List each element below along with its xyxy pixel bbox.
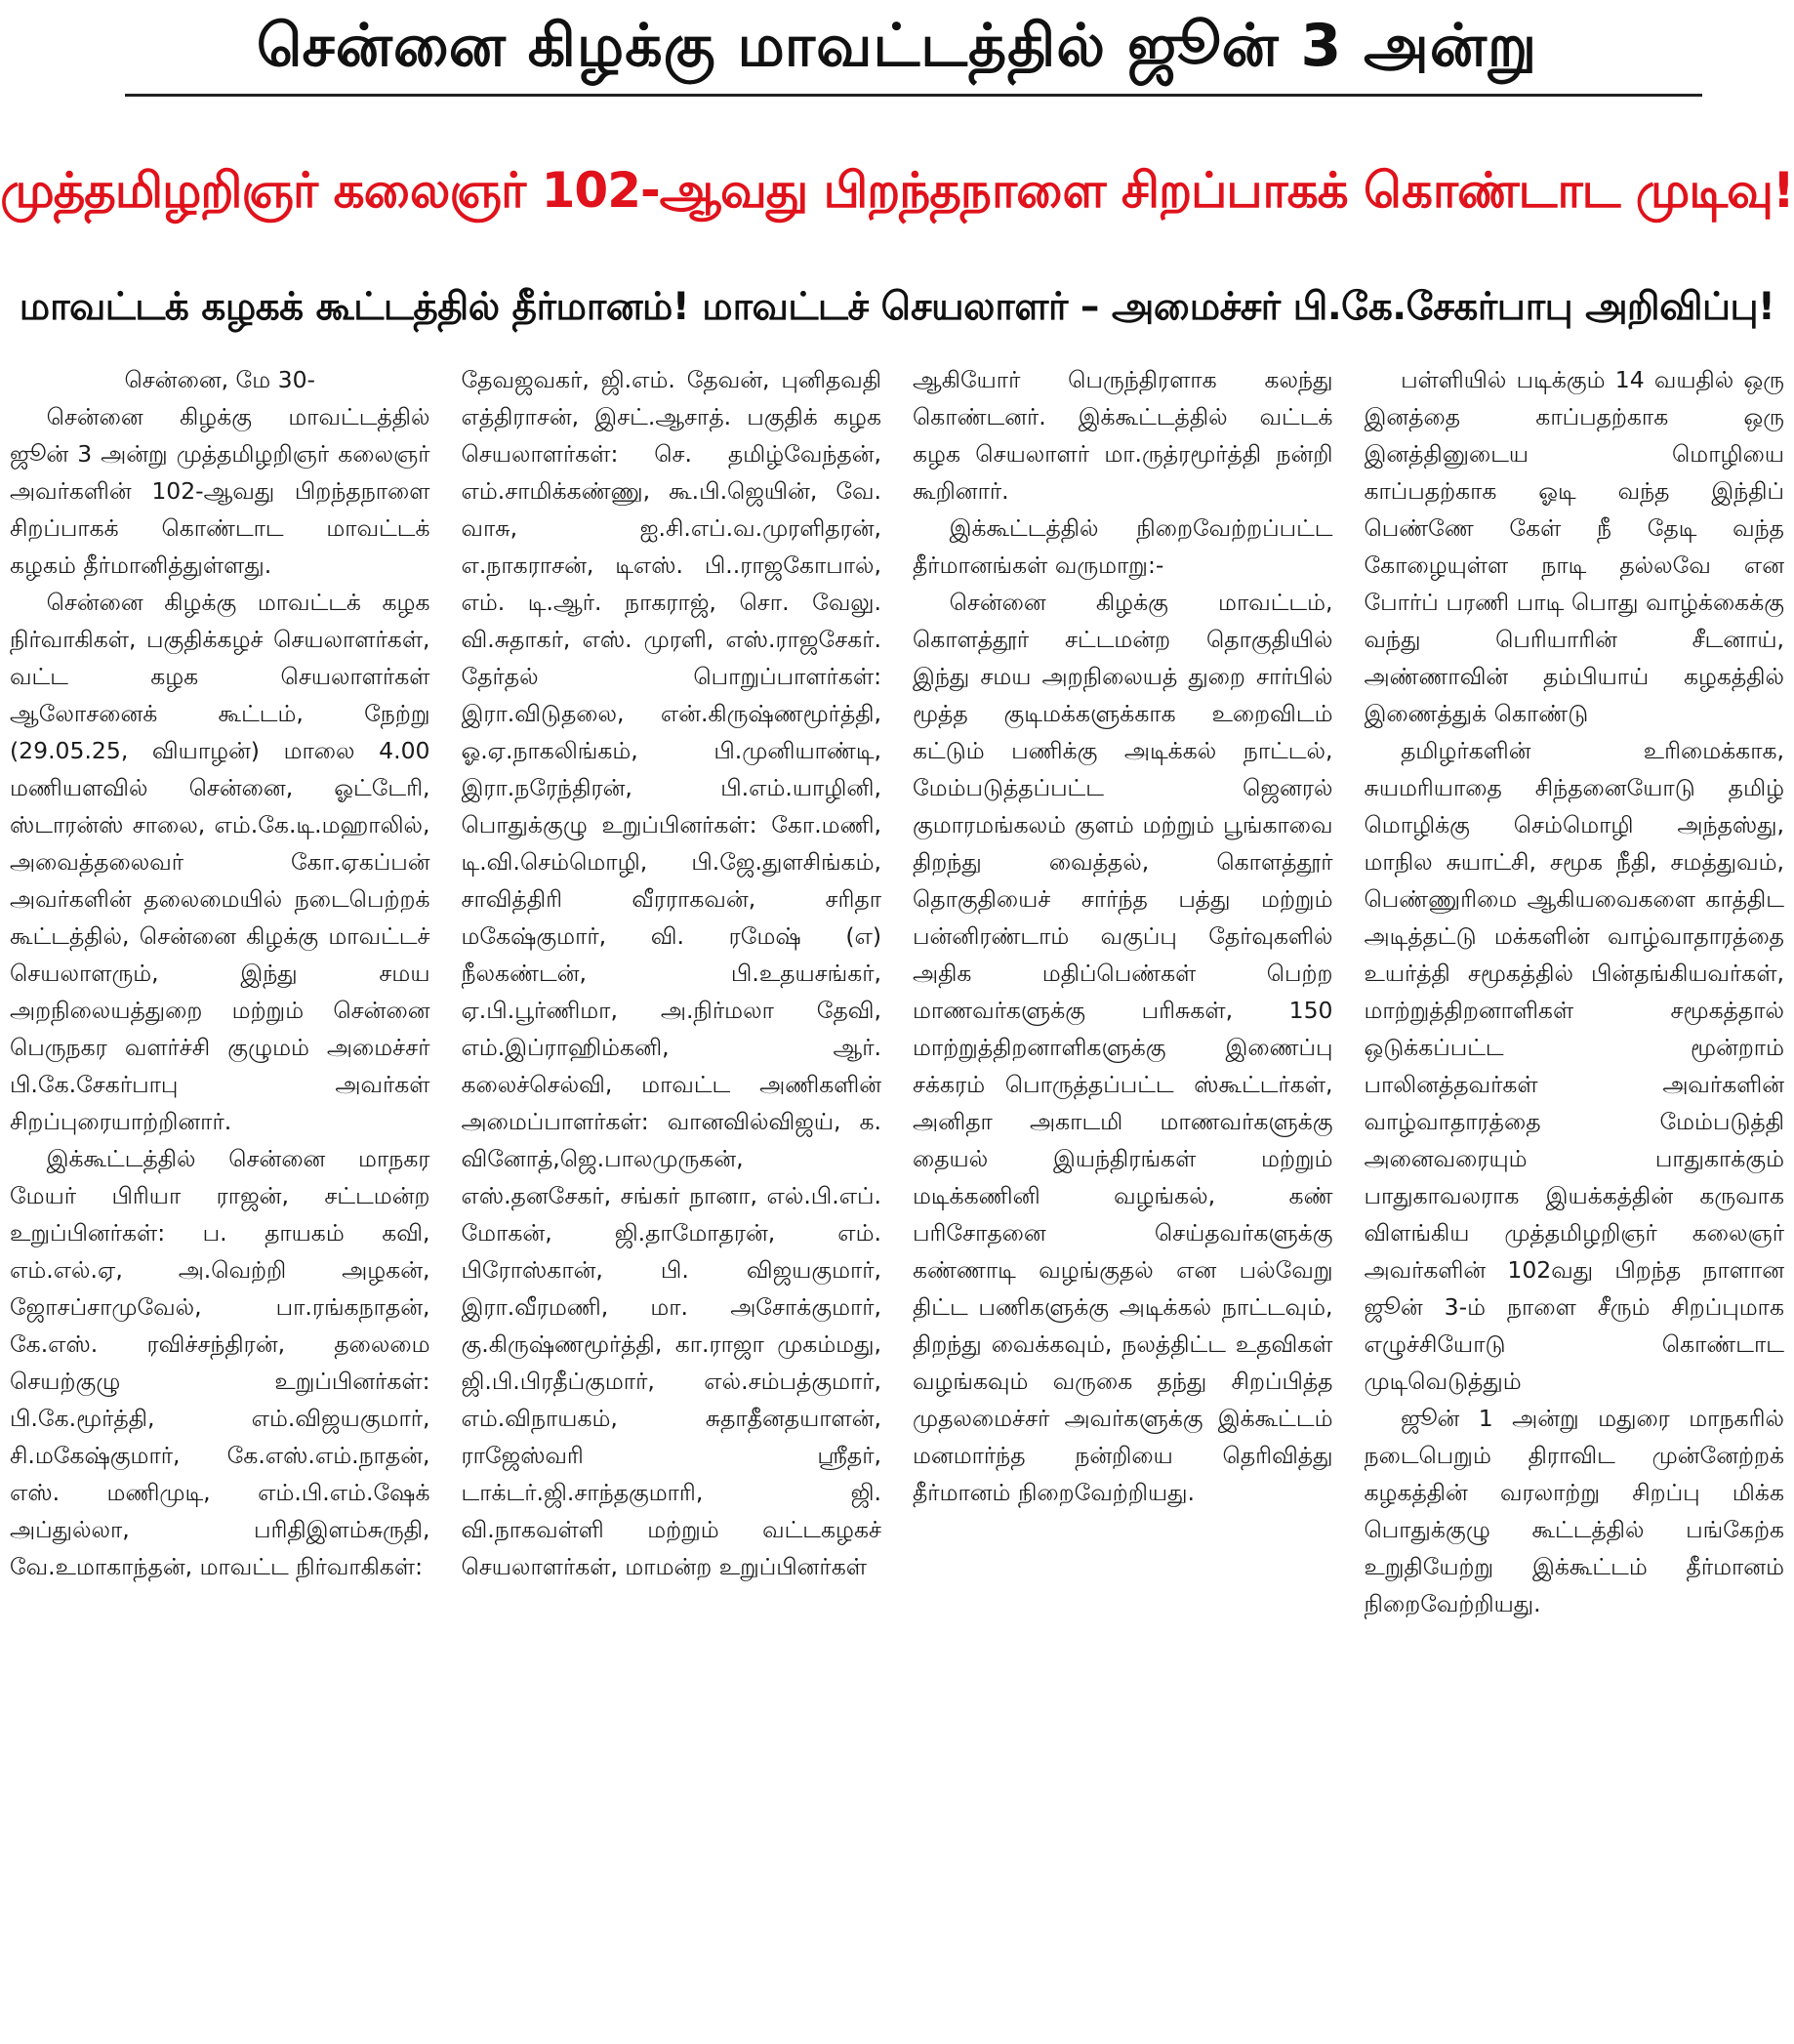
article-body — [10, 361, 1784, 2032]
paragraph: இக்கூட்டத்தில் நிறைவேற்றப்பட்ட தீர்மானங்கள் வருமாறு:- — [913, 514, 1333, 579]
paragraph: சென்னை கிழக்கு மாவட்டம், கொளத்தூர் சட்டமன்ற தொகுதியில் இந்து சமய அறநிலையத் துறை சார்பில் மூத்த குடிமக்களுக்காக உறைவிடம் கட்டும் பணிக்கு அடிக்கல் நாட்டல், மேம்படுத்தப்பட்ட ஜெனரல் குமாரமங்கலம் குளம் மற்றும் பூங்காவை திறந்து வைத்தல், கொளத்தூர் தொகுதியைச் சார்ந்த பத்து மற்றும் பன்னிரண்டாம் வகுப்பு தேர்வுகளில் அதிக மதிப்பெண்கள் பெற்ற மாணவர்களுக்கு பரிசுகள், 150 மாற்றுத்திறனாளிகளுக்கு இணைப்பு சக்கரம் பொருத்தப்பட்ட ஸ்கூட்டர்கள், அனிதா அகாடமி மாணவர்களுக்கு தையல் இயந்திரங்கள் மற்றும் மடிக்கணினி வழங்கல், கண் பரிசோதனை செய்தவர்களுக்கு கண்ணாடி வழங்குதல் என பல்வேறு திட்ட பணிகளுக்கு அடிக்கல் நாட்டவும், திறந்து வைக்கவும், நலத்திட்ட உதவிகள் வழங்கவும் வருகை தந்து சிறப்பித்த முதலமைச்சர் அவர்களுக்கு இக்கூட்டம் மனமார்ந்த நன்றியை தெரிவித்து தீர்மானம் நிறைவேற்றியது. — [913, 589, 1333, 1506]
paragraph: தமிழர்களின் உரிமைக்காக, சுயமரியாதை சிந்தனையோடு தமிழ் மொழிக்கு செம்மொழி அந்தஸ்து, மாநில சுயாட்சி, சமூக நீதி, சமத்துவம், பெண்ணுரிமை ஆகியவைகளை காத்திட அடித்தட்டு மக்களின் வாழ்வாதாரத்தை உயர்த்தி சமூகத்தில் பின்தங்கியவர்கள், மாற்றுத்திறனாளிகள் சமூகத்தால் ஒடுக்கப்பட்ட மூன்றாம் பாலினத்தவர்கள் அவர்களின் வாழ்வாதாரத்தை மேம்படுத்தி அனைவரையும் பாதுகாக்கும் பாதுகாவலராக இயக்கத்தின் கருவாக விளங்கிய முத்தமிழறிஞர் கலைஞர் அவர்களின் 102வது பிறந்த நாளான ஜூன் 3-ம் நாளை சீரும் சிறப்புமாக எழுச்சியோடு கொண்டாட முடிவெடுத்தும் — [1364, 737, 1784, 1395]
paragraph: இக்கூட்டத்தில் சென்னை மாநகர மேயர் பிரியா ராஜன், சட்டமன்ற உறுப்பினர்கள்: ப. தாயகம் கவி, எம்.எல்.ஏ, அ.வெற்றி அழகன், ஜோசப்சாமுவேல், பா.ரங்கநாதன், கே.எஸ். ரவிச்சந்திரன், தலைமை செயற்குழு உறுப்பினர்கள்: பி.கே.மூர்த்தி, எம்.விஜயகுமார், சி.மகேஷ்குமார், கே.எஸ்.எம்.நாதன், எஸ். மணிமுடி, எம்.பி.எம்.ஷேக் அப்துல்லா, பரிதிஇளம்சுருதி, வே.உமாகாந்தன், மாவட்ட நிர்வாகிகள்: — [10, 1145, 430, 1580]
paragraph: தேவஜவகர், ஜி.எம். தேவன், புனிதவதி எத்திராசன், இசட்.ஆசாத். பகுதிக் கழக செயலாளர்கள்: செ. தமிழ்வேந்தன், எம்.சாமிக்கண்ணு, கூ.பி.ஜெயின், வே. வாசு, ஐ.சி.எப்.வ.முரளிதரன், எ.நாகராசன், டிஎஸ். பி..ராஜகோபால், எம். டி.ஆர். நாகராஜ், சொ. வேலு. வி.சுதாகர், எஸ். முரளி, எஸ்.ராஜசேகர். தேர்தல் பொறுப்பாளர்கள்: இரா.விடுதலை, என்.கிருஷ்ணமூர்த்தி, ஓ.ஏ.நாகலிங்கம், பி.முனியாண்டி, இரா.நரேந்திரன், பி.எம்.யாழினி, பொதுக்குழு உறுப்பினர்கள்: கோ.மணி, டி.வி.செம்மொழி, பி.ஜே.துளசிங்கம், சாவித்திரி வீரராகவன், சரிதா மகேஷ்குமார், வி. ரமேஷ் (எ) நீலகண்டன், பி.உதயசங்கர், ஏ.பி.பூர்ணிமா, அ.நிர்மலா தேவி, எம்.இப்ராஹிம்கனி, ஆர். கலைச்செல்வி, மாவட்ட அணிகளின் அமைப்பாளர்கள்: வானவில்விஜய், க. வினோத்,ஜெ.பாலமுருகன், எஸ்.தனசேகர், சங்கர் நானா, எல்.பி.எப். மோகன், ஜி.தாமோதரன், எம். பிரோஸ்கான், பி. விஜயகுமார், இரா.வீரமணி, மா. அசோக்குமார், கு.கிருஷ்ணமூர்த்தி, கா.ராஜா முகம்மது, ஜி.பி.பிரதீப்குமார், எல்.சம்பத்குமார், எம்.விநாயகம், சுதாதீனதயாளன், ராஜேஸ்வரி ஸ்ரீதர், டாக்டர்.ஜி.சாந்தகுமாரி, ஜி. வி.நாகவள்ளி மற்றும் வட்டகழகச் செயலாளர்கள், மாமன்ற உறுப்பினர்கள் — [461, 366, 881, 1580]
article-column-1 — [10, 361, 430, 2032]
headline-divider — [125, 94, 1702, 97]
article-column-3 — [913, 361, 1333, 2032]
top-headline: சென்னை கிழக்கு மாவட்டத்தில் ஜூன் 3 அன்று — [256, 12, 1538, 80]
main-headline: முத்தமிழறிஞர் கலைஞர் 102-ஆவது பிறந்தநாளை சிறப்பாகக் கொண்டாட முடிவு! — [0, 162, 1794, 219]
paragraph: ஜூன் 1 அன்று மதுரை மாநகரில் நடைபெறும் திராவிட முன்னேற்றக் கழகத்தின் வரலாற்று சிறப்பு மிக்க பொதுக்குழு கூட்டத்தில் பங்கேற்க உறுதியேற்று இக்கூட்டம் தீர்மானம் நிறைவேற்றியது. — [1364, 1405, 1784, 1617]
paragraph: ஆகியோர் பெருந்திரளாக கலந்து கொண்டனர். இக்கூட்டத்தில் வட்டக் கழக செயலாளர் மா.ருத்ரமூர்த்தி நன்றி கூறினார். — [913, 366, 1333, 505]
article-column-4 — [1365, 361, 1785, 2032]
paragraph: சென்னை கிழக்கு மாவட்டக் கழக நிர்வாகிகள், பகுதிக்கழச் செயலாளர்கள், வட்ட கழக செயலாளர்கள் ஆலோசனைக் கூட்டம், நேற்று (29.05.25, வியாழன்) மாலை 4.00 மணியளவில் சென்னை, ஓட்டேரி, ஸ்டாரன்ஸ் சாலை, எம்.கே.டி.மஹாலில், அவைத்தலைவர் கோ.ஏகப்பன் அவர்களின் தலைமையில் நடைபெற்றக் கூட்டத்தில், சென்னை கிழக்கு மாவட்டச் செயலாளரும், இந்து சமய அறநிலையத்துறை மற்றும் சென்னை பெருநகர வளர்ச்சி குழுமம் அமைச்சர் பி.கே.சேகர்பாபு அவர்கள் சிறப்புரையாற்றினார். — [10, 589, 430, 1135]
dateline: சென்னை, மே 30- — [124, 366, 316, 393]
sub-headline: மாவட்டக் கழகக் கூட்டத்தில் தீர்மானம்! மாவட்டச் செயலாளர் – அமைச்சர் பி.கே.சேகர்பாபு அறிவிப்பு! — [19, 285, 1775, 329]
article-column-2 — [462, 361, 882, 2032]
paragraph: சென்னை கிழக்கு மாவட்டத்தில் ஜூன் 3 அன்று முத்தமிழறிஞர் கலைஞர் அவர்களின் 102-ஆவது பிறந்தநாளை சிறப்பாகக் கொண்டாட மாவட்டக் கழகம் தீர்மானித்துள்ளது. — [10, 403, 430, 579]
paragraph: பள்ளியில் படிக்கும் 14 வயதில் ஒரு இனத்தை காப்பதற்காக ஒரு இனத்தினுடைய மொழியை காப்பதற்காக ஓடி வந்த இந்திப் பெண்ணே கேள் நீ தேடி வந்த கோழையுள்ள நாடி தல்லவே என போர்ப் பரணி பாடி பொது வாழ்க்கைக்கு வந்து பெரியாரின் சீடனாய், அண்ணாவின் தம்பியாய் கழகத்தில் இணைத்துக் கொண்டு — [1364, 366, 1784, 727]
